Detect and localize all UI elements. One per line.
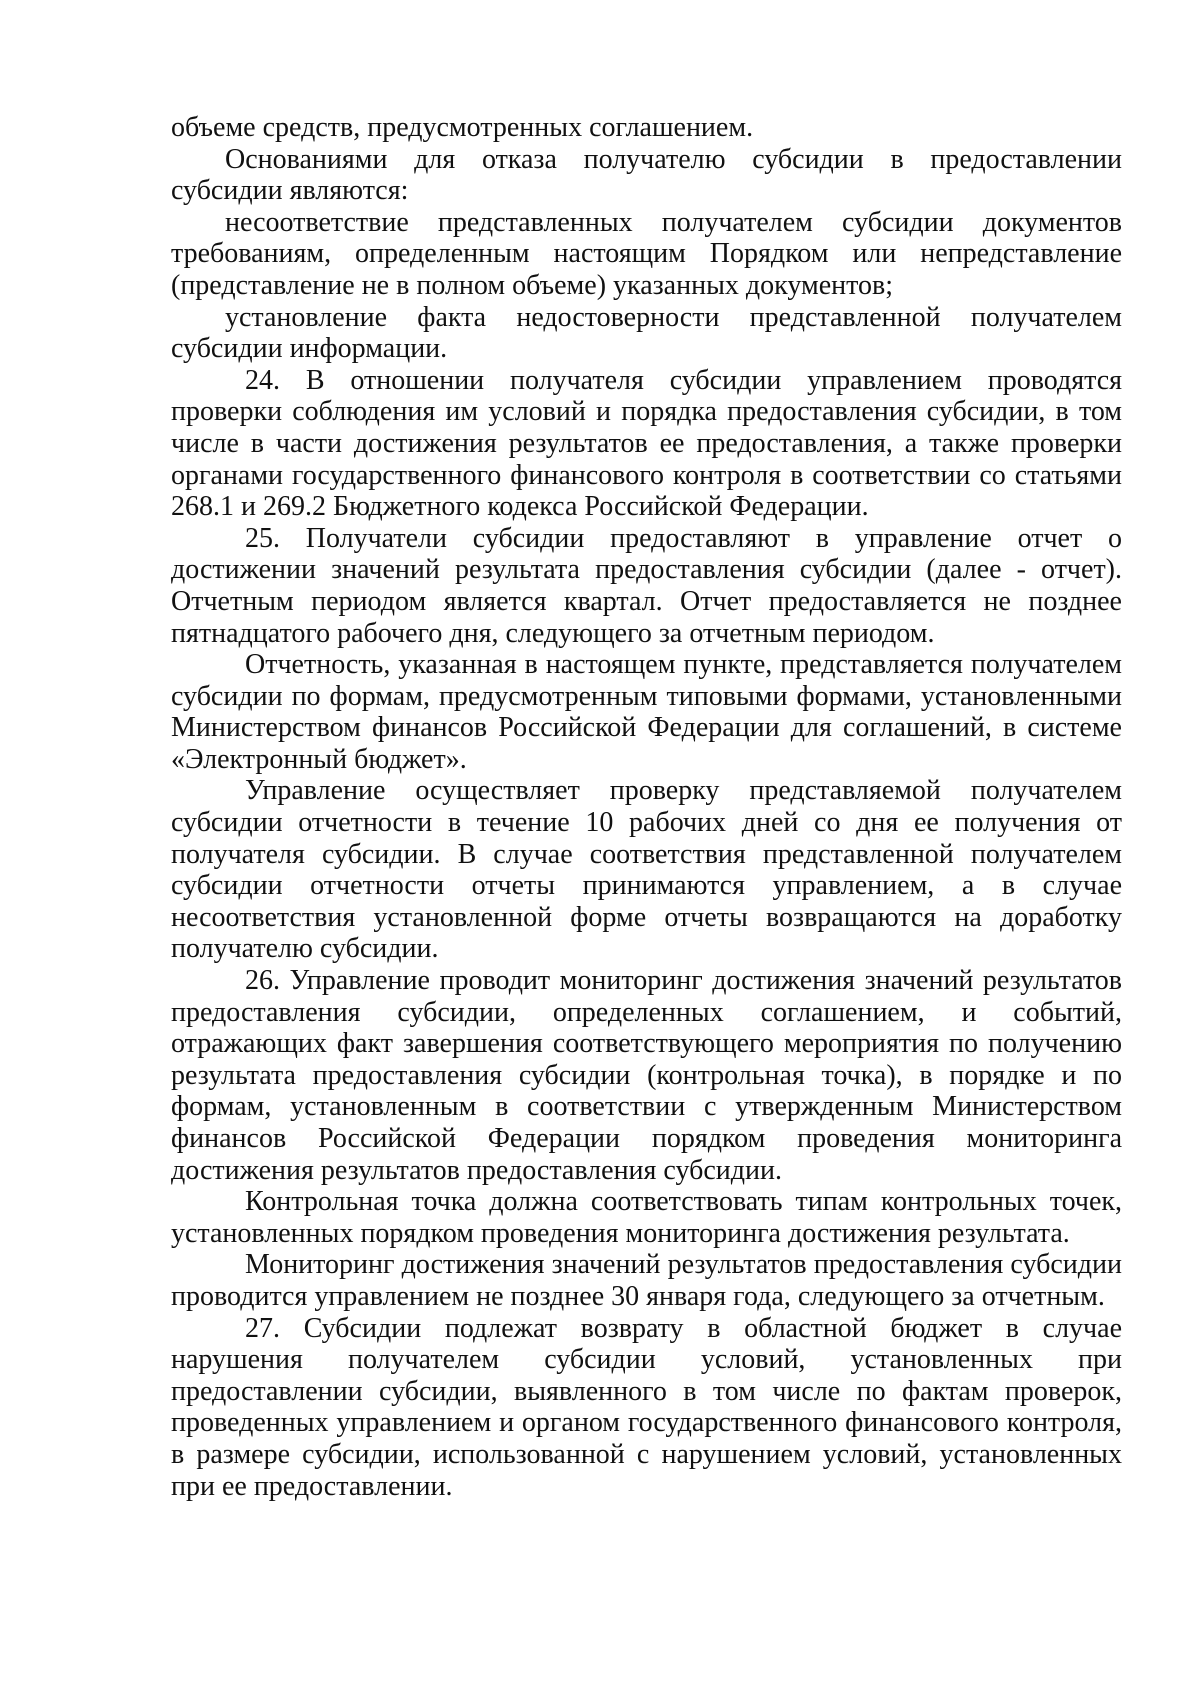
paragraph-reporting-forms: Отчетность, указанная в настоящем пункте, представляется получателем субсидии по формам, предусмотренным типовыми формами, установленными Министерством финансов Российской Федерации для соглашений, в системе «Электронный бюджет». <box>171 649 1122 775</box>
paragraph-report-review: Управление осуществляет проверку представляемой получателем субсидии отчетности в течение 10 рабочих дней со дня ее получения от получателя субсидии. В случае соответствия представленной получателем субсидии отчетности отчеты принимаются управлением, а в случае несоответствия установленной форме отчеты возвращаются на доработку получателю субсидии. <box>171 775 1122 965</box>
paragraph-refusal-grounds: Основаниями для отказа получателю субсидии в предоставлении субсидии являются: <box>171 143 1122 207</box>
paragraph-item-26: 26. Управление проводит мониторинг достижения значений результатов предоставления субсидии, определенных соглашением, и событий, отражающих факт завершения соответствующего мероприятия по получению результата предоставления субсидии (контрольная точка), в порядке и по формам, установленным в соответствии с утвержденным Министерством финансов Российской Федерации порядком проведения мониторинга достижения результатов предоставления субсидии. <box>171 965 1122 1186</box>
paragraph-document-mismatch: несоответствие представленных получателем субсидии документов требованиям, определенным настоящим Порядком или непредставление (представление не в полном объеме) указанных документов; <box>171 206 1122 301</box>
paragraph-continuation: объеме средств, предусмотренных соглашением. <box>171 112 754 143</box>
paragraph-false-information: установление факта недостоверности представленной получателем субсидии информации. <box>171 301 1122 365</box>
paragraph-monitoring-deadline: Мониторинг достижения значений результатов предоставления субсидии проводится управлением не позднее 30 января года, следующего за отчетным. <box>171 1249 1122 1312</box>
document-body <box>171 112 1122 1502</box>
paragraph-item-24: 24. В отношении получателя субсидии управлением проводятся проверки соблюдения им условий и порядка предоставления субсидии, в том числе в части достижения результатов ее предоставления, а также проверки органами государственного финансового контроля в соответствии со статьями 268.1 и 269.2 Бюджетного кодекса Российской Федерации. <box>171 364 1122 523</box>
paragraph-item-25: 25. Получатели субсидии предоставляют в управление отчет о достижении значений результата предоставления субсидии (далее - отчет). Отчетным периодом является квартал. Отчет предоставляется не позднее пятнадцатого рабочего дня, следующего за отчетным периодом. <box>171 522 1122 649</box>
paragraph-item-27: 27. Субсидии подлежат возврату в областной бюджет в случае нарушения получателем субсидии условий, установленных при предоставлении субсидии, выявленного в том числе по фактам проверок, проведенных управлением и органом государственного финансового контроля, в размере субсидии, использованной с нарушением условий, установленных при ее предоставлении. <box>171 1312 1122 1502</box>
paragraph-control-point: Контрольная точка должна соответствовать типам контрольных точек, установленных порядком проведения мониторинга достижения результата. <box>171 1186 1122 1249</box>
